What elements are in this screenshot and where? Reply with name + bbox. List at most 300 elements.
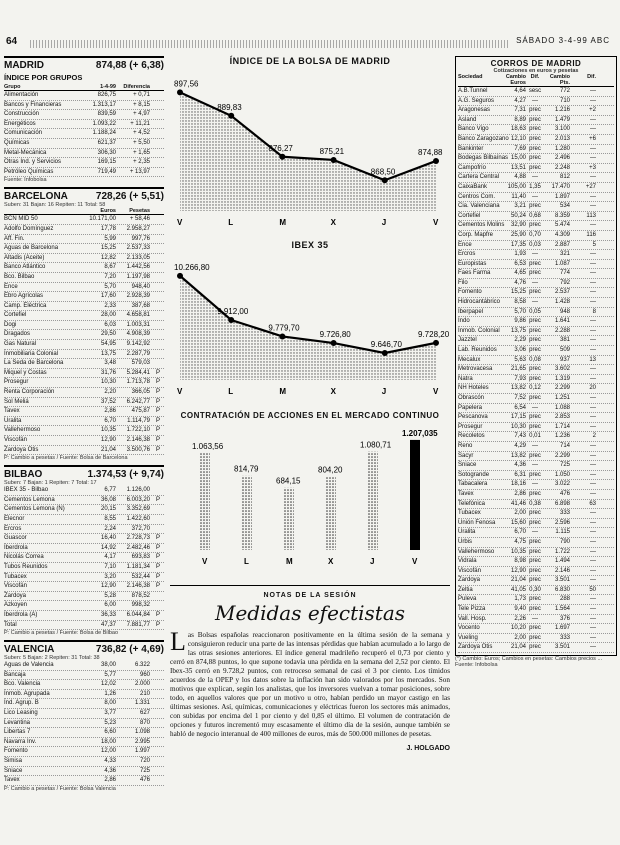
row-name: Zardoya [4,592,27,599]
cambios-cell: 2,86 [514,490,526,497]
row-name: Cementos Lemona [4,496,55,503]
cambios-cell: — [590,395,596,401]
cambios-cell: prec [529,395,541,401]
cambios-cell: Pescanova [458,414,488,421]
row-flag [150,225,160,234]
table-row [458,317,614,327]
cambios-cell: Aragonesas [458,107,491,114]
row-euros: 17,78 [100,225,116,232]
cambios-cell: +3 [589,164,596,171]
table-row [458,164,614,174]
table-row [4,235,164,245]
row-flag [150,273,160,282]
cambios-cell: — [590,174,596,181]
cambios-cell: Mecalux [458,356,481,363]
table-row [458,538,614,548]
x-tick-label: L [228,218,234,227]
row-flag: P [155,611,160,618]
table-row [458,97,614,107]
row-name: Azkoyen [4,602,28,609]
cambios-cell: 1.088 [554,404,570,411]
bar [326,477,336,550]
madrid-source: Fuente: Infobolsa [4,177,47,184]
madrid-col: Grupo [4,84,21,90]
row-pesetas: 2.995 [134,738,150,745]
cambios-cell: — [590,452,596,459]
row-name: Zardoya Otis [4,446,39,453]
table-row [4,728,164,738]
row-pesetas: 1.098 [134,729,150,736]
row-name: Bco. Valencia [4,681,41,688]
row-diff: + 11,21 [130,120,150,127]
row-pesetas: 2.482,46 [126,544,150,551]
madrid-table-header [4,84,164,91]
cambios-cell: prec [529,375,541,382]
table-row [4,611,164,621]
x-tick-label: J [381,218,387,227]
row-flag [150,350,160,359]
row-name: Guascor [4,535,27,542]
cambios-cell: CaixaBank [458,183,488,190]
bilbao-value: 1.374,53 (+ 9,74) [87,469,164,481]
data-point [228,113,234,119]
row-euros: 2,33 [104,302,116,309]
row-euros: 6,77 [104,487,116,494]
cambios-cell: prec [529,347,541,354]
cambios-table [458,87,614,653]
cambios-cell: 321 [559,251,570,258]
cambios-cell: prec [529,135,541,142]
row-value: 1.093,22 [92,120,116,127]
cambios-cell: Filo [458,279,468,286]
cambios-cell: 6.830 [554,586,570,593]
row-pesetas: 6.322 [134,662,150,669]
x-tick-label: J [381,387,387,396]
cambios-cell: 0,70 [529,231,541,238]
cambios-cell: 3.501 [554,644,570,651]
article-author: J. HOLGADO [406,745,450,752]
cambios-cell: — [590,462,596,469]
cambios-cell: — [532,462,538,469]
valencia-name: VALENCIA [4,644,55,656]
table-row [458,365,614,375]
row-euros: 20,15 [100,506,116,513]
cambios-cell: 32,90 [510,222,526,229]
table-row [4,168,164,178]
table-row [4,139,164,149]
cambios-cell: 0,68 [529,212,541,219]
row-pesetas: 2.537,33 [126,245,150,252]
data-point [279,333,285,339]
table-row [4,101,164,111]
table-row [4,91,164,101]
page-date: SÁBADO 3-4-99 ABC [516,36,610,45]
cambios-cell: Tubacex [458,510,481,517]
cambios-cell: Banco Vigo [458,126,489,133]
row-euros: 1,26 [104,690,116,697]
cambios-cell: 2.299 [554,452,570,459]
cambios-cell: 2,29 [514,337,526,344]
cambios-cell: 10,30 [510,423,526,430]
cambios-cell: 4,88 [514,174,526,181]
row-name: Renta Corporación [4,389,55,396]
row-euros: 5,77 [104,671,116,678]
cambios-cell: — [532,279,538,286]
cambios-cell: 1,93 [514,251,526,258]
row-name: Sol Meliá [4,398,29,405]
row-flag: P [155,544,160,551]
table-row [4,283,164,293]
cambios-cell: Recoletos [458,433,485,440]
table-row [4,158,164,168]
table-row [458,595,614,605]
row-diff: + 4,97 [133,111,150,118]
cambios-cell: Zardoya [458,577,481,584]
row-name: Camp. Eléctrica [4,302,47,309]
cambios-cell: 13,82 [510,452,526,459]
row-value: 826,75 [97,92,116,98]
cambios-cell: 13 [589,356,596,363]
cambios-cell: +2 [589,107,596,114]
cambios-cell: Banco Zaragozano [458,135,509,142]
x-tick-label: V [433,218,439,227]
table-row [4,757,164,767]
cambios-cell: prec [529,625,541,632]
row-name: Nicolás Correa [4,554,44,561]
cambios-cell: — [590,299,596,306]
table-row [458,461,614,471]
cambios-cell: Asland [458,116,477,123]
cambios-cell: 4,65 [514,270,526,277]
table-row [4,359,164,369]
cambios-cell: prec [529,567,541,574]
cambios-cell: Sniace [458,462,477,469]
row-flag: P [155,427,160,434]
cambios-cell: 1.280 [554,145,570,152]
table-row [458,509,614,519]
cambios-cell: Vidrala [458,558,477,565]
row-pesetas: 372,70 [131,525,150,532]
cambios-cell: 1,35 [529,183,541,190]
data-label: 9.779,70 [268,323,300,333]
table-row [4,426,164,436]
cambios-cell: 5,63 [514,356,526,363]
cambios-cell: 41,46 [510,500,526,507]
cambios-cell: — [590,510,596,517]
table-row [458,250,614,260]
madrid-table [4,91,164,177]
cambios-cell: — [590,414,596,421]
x-tick-label: V [177,218,183,227]
table-row [458,231,614,241]
cambios-cell: — [590,596,596,603]
cambios-cell: — [590,423,596,430]
x-tick-label: X [330,387,336,396]
table-row [458,548,614,558]
cambios-cell: 0,03 [529,241,541,248]
cambios-cell: prec [529,548,541,555]
article-section: NOTAS DE LA SESIÓN [263,592,357,599]
row-flag: P [155,554,160,561]
cambios-cell: prec [529,270,541,277]
cambios-cell: 792 [559,279,570,286]
row-euros: 6,70 [104,417,116,424]
row-flag: P [155,379,160,386]
table-row [458,106,614,116]
row-euros: 12,00 [100,748,116,755]
row-euros: 5,99 [104,235,116,242]
table-row [458,442,614,452]
cambios-cell: 8,58 [514,299,526,306]
row-flag [150,292,160,301]
cambios-cell: 50 [589,586,596,593]
cambios-cell: 774 [559,270,570,277]
cambios-cell: 4,27 [514,97,526,104]
table-row [4,225,164,235]
data-label: 9.726,80 [319,330,351,340]
cambios-cell: Papelera [458,404,483,411]
data-label: 9.912,00 [217,306,249,316]
row-flag [150,235,160,244]
row-diff: + 2,35 [133,159,150,166]
cambios-cell: 509 [559,347,570,354]
row-pesetas: 725 [139,767,150,774]
cambios-cell: prec [529,203,541,210]
cambios-cell: 41,05 [510,586,526,593]
table-row [458,432,614,442]
row-pesetas: 1.331 [134,700,150,707]
bar-label: 1.063,56 [192,442,224,452]
data-point [433,340,439,346]
row-pesetas: 997,76 [131,235,150,242]
cambios-cell: — [590,88,596,94]
row-name: Iberdrola (A) [4,611,38,618]
table-row [458,327,614,337]
table-row [4,350,164,360]
cambios-cell: — [590,567,596,574]
cambios-cell: Inmob. Colonial [458,327,500,334]
row-name: Ind. Agrup. B [4,700,39,707]
table-row [458,384,614,394]
cambios-cell: — [532,481,538,488]
table-row [458,605,614,615]
cambios-cell: prec [529,644,541,651]
cambios-cell: 7,69 [514,145,526,152]
cambios-cell: — [590,471,596,478]
article-body [170,627,450,739]
cambios-cell: 17,15 [510,414,526,421]
table-row [458,471,614,481]
row-flag: P [155,563,160,570]
row-flag: P [155,583,160,590]
row-euros: 4,36 [104,767,116,774]
x-tick-label: X [328,557,334,566]
row-euros: 5,70 [104,283,116,290]
row-pesetas: 2.728,73 [126,535,150,542]
table-row [4,738,164,748]
table-row [458,279,614,289]
cambios-cell: Uralita [458,529,476,536]
cambios-cell: 6,54 [514,404,526,411]
cambios-cell: 21,04 [510,577,526,584]
row-name: Sniace [4,767,23,774]
row-flag: P [155,535,160,542]
cambios-cell: 1.641 [554,318,570,325]
row-euros: 29,50 [100,331,116,338]
cambios-cell: — [590,481,596,488]
cambios-cell: prec [529,145,541,152]
madrid-name: MADRID [4,60,44,71]
cambios-cell: 3,21 [514,203,526,210]
row-name: Levantina [4,719,31,726]
row-name: Vallehermoso [4,427,41,434]
cambios-cell: 21,04 [510,644,526,651]
cambios-cell: 4,75 [514,538,526,545]
cambios-cell: Corp. Mapfre [458,231,494,238]
cambios-cell: — [590,375,596,382]
cambios-cell: 1.236 [554,433,570,440]
table-row [458,183,614,193]
cambios-cell: 476 [559,490,570,497]
data-label: 889,83 [217,102,242,112]
cambios-cell: 13,51 [510,164,526,171]
row-flag: P [155,398,160,405]
row-flag: P [155,496,160,503]
row-pesetas: 1.114,79 [127,417,150,424]
cambios-cell: 7,93 [514,375,526,382]
cambios-cell: — [590,260,596,267]
row-pesetas: 2.287,79 [126,350,150,357]
madrid-col: 1-4-99 [100,84,116,90]
cambios-cell: Vallehermoso [458,548,495,555]
cambios-cell: — [590,97,596,104]
row-name: Gas Natural [4,341,37,348]
row-name: La Seda de Barcelona [4,360,64,367]
cambios-cell: 10,20 [510,625,526,632]
row-euros: 12,90 [100,437,116,443]
row-name: Total [4,621,17,628]
cambios-cell: 7,52 [514,395,526,401]
row-name: Petróleo Químicas [4,168,54,175]
row-value: 621,37 [97,139,116,146]
cambios-cell: 3.100 [554,126,570,133]
row-pesetas: 2.133,05 [126,254,150,261]
data-label: 9.646,70 [370,340,402,349]
row-euros: 16,40 [100,535,116,542]
table-row [4,601,164,611]
cambios-cell: Cia. Valenciana [458,203,500,210]
cambios-cell: Cortefiel [458,212,481,219]
cambios-cell: 1.050 [554,471,570,478]
cambios-cell: Bodegas Bilbaínas [458,155,509,162]
valencia-value: 736,82 (+ 4,69) [95,644,164,656]
cambios-cell: Jazztel [458,337,477,344]
table-row [4,671,164,681]
row-euros: 5,28 [104,592,116,599]
cambios-cell: 15,60 [510,519,526,526]
row-name: Metal-Mecánica [4,149,47,156]
row-flag [150,263,160,272]
cambios-cell: 17,35 [510,241,526,248]
table-row [458,154,614,164]
data-label: 876,27 [268,143,293,153]
cambios-cell: 2,26 [514,615,526,622]
x-tick-label: V [202,557,208,566]
row-euros: 5,23 [104,719,116,726]
article-dropcap: L [170,627,186,656]
cambios-cell: 714 [559,442,570,449]
cambios-cell: — [590,279,596,286]
chart-title-ibex: IBEX 35 [291,240,329,250]
table-row [458,519,614,529]
cambios-cell: prec [529,155,541,162]
cambios-cell: 2.537 [554,289,570,296]
cambios-cell: 2.299 [554,385,570,392]
row-value: 1.188,24 [92,130,116,137]
cambios-cell: Campofrío [458,164,487,171]
row-flag: P [155,573,160,580]
cambios-cell: prec [529,606,541,613]
madrid-indice-title: ÍNDICE POR GRUPOS [4,73,83,82]
row-name: Simisa [4,758,23,765]
cambios-cell: 0,08 [529,356,541,363]
row-name: Tubacex [4,573,27,580]
row-flag [150,359,160,368]
table-row [4,292,164,302]
cambios-cell: 5,70 [514,308,526,315]
cambios-cell: 1.479 [554,116,570,123]
chart-area [180,276,436,380]
cambios-cell: — [590,634,596,641]
cambios-source: (*) Cambio: Euros; Cambios en pesetas: Cambios precios ... Fuente: Infobolsa [455,656,603,669]
row-name: Miquel y Costas [4,369,47,376]
row-euros: 7,20 [104,273,116,280]
cambios-cell: — [590,442,596,449]
bar [284,488,294,550]
data-point [331,340,337,346]
row-euros: 17,60 [100,293,116,300]
cambios-cell: 2.853 [554,414,570,421]
cambios-cell: prec [529,596,541,603]
bilbao-sub: Suben: 7 Bajan: 1 Repiten: 7 Total: 17 [4,480,97,487]
row-pesetas: + 58,46 [129,216,150,223]
row-flag [150,215,160,224]
cambios-cell: +6 [589,135,596,142]
bilbao-header [4,465,164,480]
cambios-cell: Obrascón [458,395,485,401]
cambios-cell: 8,89 [514,116,526,123]
table-row [458,375,614,385]
table-row [458,241,614,251]
row-name: Libertas 7 [4,729,31,736]
row-pesetas: 1.003,31 [126,321,150,328]
cambios-cell: — [532,404,538,411]
row-pesetas: 4.658,81 [126,312,150,319]
valencia-sub: Suben: 5 Bajan: 2 Repiten: 31 Total: 38 [4,655,100,662]
cambios-cell: prec [529,423,541,430]
cambios-cell: 4,76 [514,279,526,286]
row-name: Otras Ind. y Servicios [4,159,62,166]
cambios-cell: Lab. Reunidos [458,347,497,354]
cambios-cell: — [590,116,596,123]
row-flag [150,321,160,330]
cambios-cell: 13,75 [510,327,526,334]
ibex-chart [170,250,450,400]
cambios-cell: 1.428 [554,299,570,306]
row-diff: + 0,71 [133,92,150,98]
cambios-cell: 2.248 [554,164,570,171]
barcelona-header [4,187,164,202]
